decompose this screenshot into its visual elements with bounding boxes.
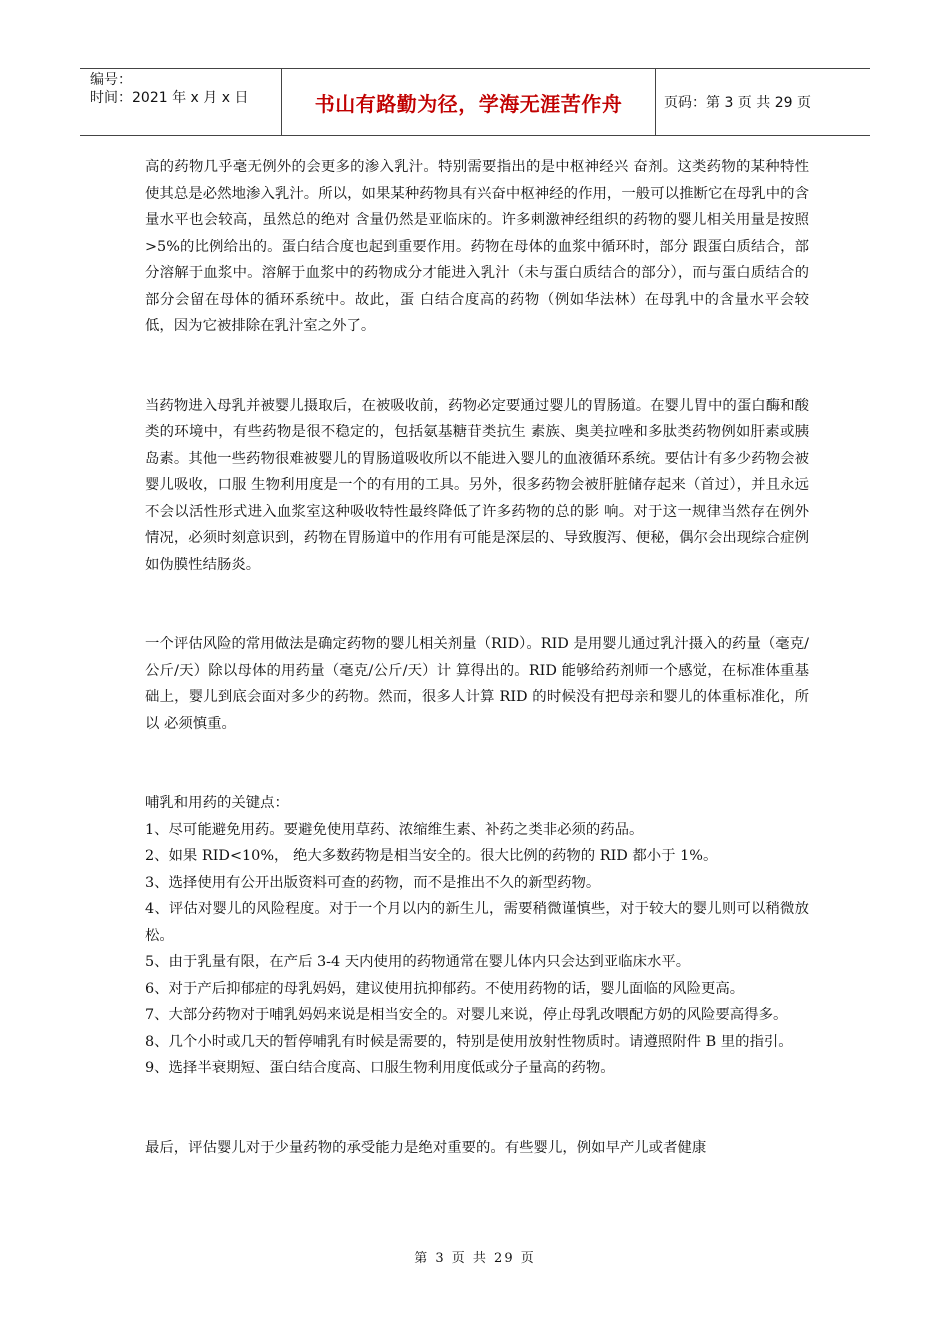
keypoint-item-2: 2、如果 RID<10%， 绝大多数药物是相当安全的。很大比例的药物的 RID 都小于 1%。 xyxy=(145,848,718,864)
keypoint-item-3: 3、选择使用有公开出版资料可查的药物，而不是推出不久的新型药物。 xyxy=(145,874,601,891)
keypoint-item-7: 7、大部分药物对于哺乳妈妈来说是相当安全的。对婴儿来说，停止母乳改喂配方奶的风险要高得多。 xyxy=(145,1007,788,1023)
keypoints-list xyxy=(145,790,809,1082)
header-motto: 书山有路勤为径，学海无涯苦作舟 xyxy=(282,69,656,135)
keypoint-item-6: 6、对于产后抑郁症的母乳妈妈，建议使用抗抑郁药。不使用药物的话，婴儿面临的风险更高。 xyxy=(145,980,745,997)
body-paragraph-3: 一个评估风险的常用做法是确定药物的婴儿相关剂量（RID）。RID 是用婴儿通过乳汁摄入的药量（毫克/公斤/天）除以母体的用药量（毫克/公斤/天）计 算得出的。RID 能够给药剂师一个感觉，在标准体重基础上，婴儿到底会面对多少的药物。然而，很多人计算 RID 的时候没有把母亲和婴儿的体重标准化，所以 必须慎重。 xyxy=(145,636,809,732)
keypoints-title: 哺乳和用药的关键点： xyxy=(145,795,289,811)
body-paragraph-2: 当药物进入母乳并被婴儿摄取后，在被吸收前，药物必定要通过婴儿的胃肠道。在婴儿胃中的蛋白酶和酸类的环境中，有些药物是很不稳定的，包括氨基糖苷类抗生 素族、奥美拉唑和多肽类药物例如肝素或胰岛素。其他一些药物很难被婴儿的胃肠道吸收所以不能进入婴儿的血液循环系统。要估计有多少药物会被婴儿吸收，口服 生物利用度是一个的有用的工具。另外，很多药物会被肝脏储存起来（首过），并且永远不会以活性形式进入血浆室这种吸收特性最终降低了许多药物的总的影 响。对于这一规律当然存在例外情况，必须时刻意识到，药物在胃肠道中的作用有可能是深层的、导致腹泻、便秘，偶尔会出现综合症例如伪膜性结肠炎。 xyxy=(145,397,809,573)
keypoint-item-1: 1、尽可能避免用药。要避免使用草药、浓缩维生素、补药之类非必须的药品。 xyxy=(145,821,644,838)
header-page-label: 页码：第 3 页 共 29 页 xyxy=(664,95,811,111)
page-header xyxy=(80,68,870,136)
header-meta xyxy=(80,69,282,135)
keypoint-item-8: 8、几个小时或几天的暂停哺乳有时候是需要的，特别是使用放射性物质时。请遵照附件 B 里的指引。 xyxy=(145,1033,793,1050)
document-number-label: 编号： xyxy=(90,72,132,88)
page-footer: 第 3 页 共 29 页 xyxy=(414,1251,536,1266)
document-body xyxy=(145,154,809,1161)
keypoint-item-9: 9、选择半衰期短、蛋白结合度高、口服生物利用度低或分子量高的药物。 xyxy=(145,1060,615,1076)
document-time-label: 时间：2021 年 x 月 x 日 xyxy=(90,90,249,106)
body-paragraph-1: 高的药物几乎毫无例外的会更多的渗入乳汁。特别需要指出的是中枢神经兴 奋剂。这类药物的某种特性使其总是必然地渗入乳汁。所以，如果某种药物具有兴奋中枢神经的作用，一般可以推断它在母乳中的含量水平也会较高，虽然总的绝对 含量仍然是亚临床的。许多刺激神经组织的药物的婴儿相关用量是按照>5%的比例给出的。蛋白结合度也起到重要作用。药物在母体的血浆中循环时，部分 跟蛋白质结合，部分溶解于血浆中。溶解于血浆中的药物成分才能进入乳汁（未与蛋白质结合的部分），而与蛋白质结合的部分会留在母体的循环系统中。故此，蛋 白结合度高的药物（例如华法林）在母乳中的含量水平会较低，因为它被排除在乳汁室之外了。 xyxy=(145,159,809,334)
keypoint-item-5: 5、由于乳量有限，在产后 3-4 天内使用的药物通常在婴儿体内只会达到亚临床水平。 xyxy=(145,954,691,970)
body-paragraph-last: 最后，评估婴儿对于少量药物的承受能力是绝对重要的。有些婴儿，例如早产儿或者健康 xyxy=(145,1139,707,1156)
keypoint-item-4: 4、评估对婴儿的风险程度。对于一个月以内的新生儿，需要稍微谨慎些，对于较大的婴儿则可以稍微放松。 xyxy=(145,901,809,944)
